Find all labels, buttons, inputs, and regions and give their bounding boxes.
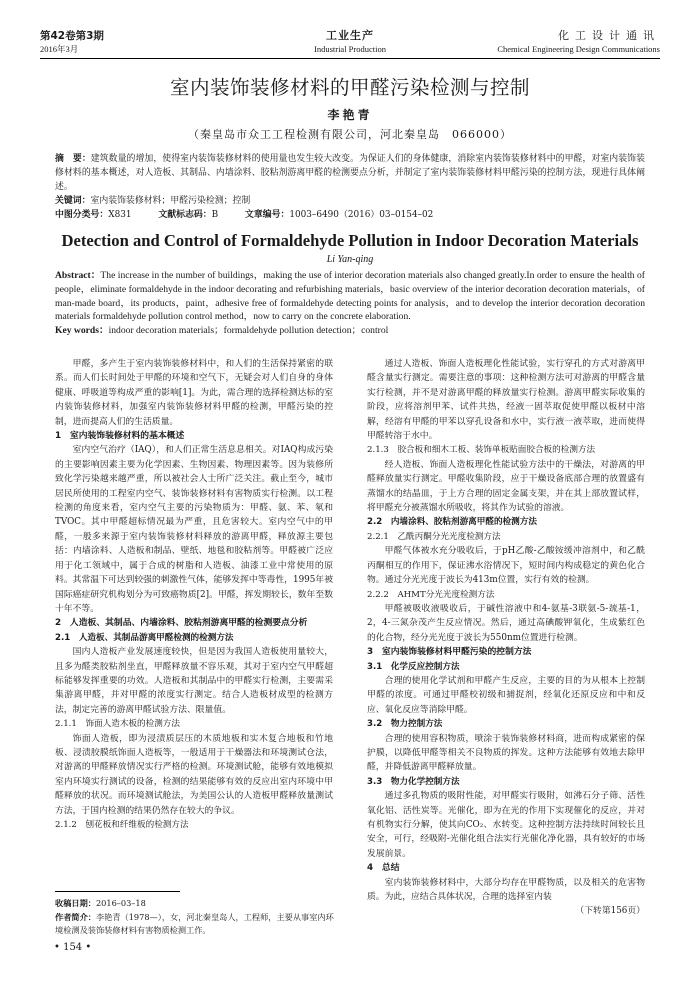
subsection-heading: 2.2 内墙涂料、胶粘剂游离甲醛的检测方法 [367,517,537,528]
body-paragraph: 饰面人造板，即为浸渍质层压的木质地板和实木复合地板和竹地板、浸渍胶膜纸饰面人造板等，一般适用于干燥器法和环境测试仓法，对游离的甲醛释放情况实行严格的检测。环境测试舱，能够有效地模拟室内环境实行测试的设备，检测的结果能够有效的反应出室内环境中甲醛释放的状况。而环境测试舱法，为美国公认的人造板甲醛释放量测试方法，于国内检测的结果仍然存在较大的争议。 [55,733,333,816]
section-heading: 4 总结 [367,863,400,874]
abstract-en-text: The increase in the number of buildings，making the use of interior decoration materials also changed greatly.In order to ensure the health of people，eliminate formaldehyde in the indoor decorating and refurbishing materials，basic overview of the interior decoration decoration materials，of man-made board，its products，paint，adhesive free of formaldehyde detecting points for analysis，and to develop the interior decoration decoration materials formaldehyde pollution control method，now to carry on the concrete elaboration. [55,270,646,323]
subsubsection-heading: 2.1.1 饰面人造木板的检测方法 [55,719,180,730]
abstract-cn-body [55,152,645,194]
header-section-en: Industrial Production [313,44,386,54]
abstract-cn-text: 建筑数量的增加，使得室内装饰装修材料的使用量也发生较大改变。为保证人们的身体健康，消除室内装饰装修材料中的甲醛，对室内装饰装修材料的基本概述，对人造板、其制品、内墙涂料、胶粘剂游离甲醛的检测要点分析，并制定了室内装饰装修材料甲醛污染的控制方法，现进行具体阐述。 [55,154,645,192]
received-date [55,897,335,911]
header-section-cn: 工业生产 [326,29,374,42]
running-header [40,30,660,58]
body-paragraph: 合理的使用化学试剂和甲醛产生反应，主要的目的为从根本上控制甲醛的浓度。可通过甲醛校初级和捕捉剂，经氧化还原反应和中和反应、氧化反应等消除甲醛。 [367,675,645,715]
keywords-en [55,324,645,338]
author-name-cn: 李艳青 [327,108,373,122]
header-journal-en: Chemical Engineering Design Communications [497,44,660,54]
abstract-en [55,269,645,338]
affiliation-cn: （秦皇岛市众工工程检测有限公司，河北秦皇岛 066000） [188,128,512,141]
header-volume: 第42卷第3期 [40,30,104,42]
section-heading: 3 室内装饰装修材料甲醛污染的控制方法 [367,647,532,658]
subsubsection-heading: 2.2.1 乙酰丙酮分光光度检测方法 [367,531,501,542]
page-number: • 154 • [54,942,92,953]
body-paragraph: 经人造板、饰面人造板理化性能试验方法中的干燥法，对游离的甲醛释放量实行测定。甲醛收集阶段，应于干燥设备底部合理的放置盛有蒸馏水的结晶皿，于上方合理的固定金属支架，并在其上部放置试样，将甲醛充分被蒸馏水所吸收，将其作为试验的溶液。 [367,459,645,514]
body-paragraph: 通过人造板、饰面人造板理化性能试验，实行穿孔的方式对游离甲醛含量实行测定。需要注意的事项：这种检测方法可对游离的甲醛含量实行检测，并不是对游离甲醛的释放量实行检测。游离甲醛实际收集的阶段，应将溶剂甲苯、试件共热，经液一固萃取促使甲醛以板材中溶解，经溶有甲醛的甲苯以穿孔设备和水中，实行液一液萃取，进而使得甲醛转溶于水中。 [367,359,645,442]
subsection-heading: 3.1 化学反应控制方法 [367,661,460,672]
keywords-en-label: Key words： [55,325,109,337]
footnote [55,897,335,938]
received-label: 收稿日期： [55,898,96,908]
continued-note: （下转第156页） [575,906,645,917]
clc-value: X831 [108,210,132,220]
doc-code-field [158,210,218,220]
subsubsection-heading: 2.1.3 胶合板和细木工板、装饰单板贴面胶合板的检测方法 [367,445,596,456]
body-paragraph: 合理的使用容积物质，喷涂于装饰装修材料商，进而构成紧密的保护膜，以降低甲醛等相关不良物质的挥发。这种方法能够有效地去除甲醛，并降低游离甲醛释放量。 [367,733,645,773]
section-heading: 1 室内装饰装修材料的基本概述 [55,431,185,442]
body-column-left [55,357,333,832]
abstract-cn-label: 摘 要： [55,154,91,164]
header-date: 2016年3月 [40,44,79,54]
author-bio-text: 李艳青（1978—），女，河北秦皇岛人，工程师，主要从事室内环境检测及装饰装修材料有害物质检测工作。 [55,911,334,935]
received-value: 2016–03–18 [95,898,146,908]
article-title-en: Detection and Control of Formaldehyde Pollution in Indoor Decoration Materials [61,231,639,250]
body-paragraph: 通过多孔物质的吸附性能，对甲醛实行吸附，如沸石分子筛、活性氧化铝、活性炭等。光催化，即为在光的作用下实现催化的反应，并对有机物实行分解，使其向CO₂、水转变。这种控制方法持续时间较长且安全，可行，经吸附-光催化组合法实行光催化净化器，具有较好的市场发展前景。 [367,791,645,859]
keywords-cn-text: 室内装饰装修材料；甲醛污染检测；控制 [90,196,251,206]
subsubsection-heading: 2.1.2 刨花板和纤维板的检测方法 [55,820,189,830]
body-column-right [367,357,645,919]
subsection-heading: 2.1 人造板、其制品游离甲醛检测的检测方法 [55,632,234,643]
doc-code-label: 文献标志码： [158,210,212,220]
header-right [497,30,660,56]
clc-label: 中图分类号： [55,210,109,220]
header-journal-cn: 化工设计通讯 [558,29,660,42]
clc-field [55,210,132,220]
abstract-en-label: Abstract： [55,270,101,281]
article-no-field [245,210,433,220]
article-no-label: 文章编号： [244,210,290,220]
body-paragraph: 甲醛被吸收液吸收后，于碱性溶液中和4-氨基-3联氨-5-巯基-1，2，4-三氮杂茂产生反应情况。然后，通过高碘酸钾氧化，生成紫红色的化合物，经分光光度于波长为550nm位置进行检测。 [367,603,645,643]
classification-line [55,208,645,222]
body-paragraph: 室内装饰装修材料中，大部分均存在甲醛物质，以及相关的危害物质。为此，应结合具体状况，合理的选择室内装 [367,877,645,903]
keywords-cn [55,194,645,208]
author-name-en: Li Yan-qing [326,254,374,265]
author-bio-label: 作者简介： [55,911,96,922]
intro-paragraph: 甲醛，多产生于室内装饰装修材料中，和人们的生活保持紧密的联系。而人们长时间处于甲醛的环境和空气下，无疑会对人们自身的身体健康、呼吸道等构成严重的影响[1]。为此，需合理的选择检测达标的室内装饰装修材料，加强室内装饰装修材料甲醛的检测，甲醛污染的控制，进而提高人们的生活质量。 [55,359,333,427]
section-heading: 2 人造板、其制品、内墙涂料、胶粘剂游离甲醛的检测要点分析 [55,618,308,629]
body-paragraph: 甲醛气体被水充分吸收后，于pH乙酸-乙酸铵缓冲溶剂中，和乙酰丙酮相互的作用下，保证沸水浴情况下，短时间内构成稳定的黄色化合物。通过分光光度于波长为413m位置，实行有效的检测。 [367,546,645,586]
subsection-heading: 3.3 物力化学控制方法 [367,776,460,787]
abstract-en-body [55,269,645,324]
body-paragraph: 国内人造板产业发展速度较快，但是因为我国人造板使用量较大，且多为醛类胶粘剂坐直，甲醛释放量不容乐观，其对于室内空气甲醛超标能够发挥重要的功效。人造板和其制品中的甲醛实行检测，主要需采集游离甲醛，并对甲醛的浓度实行测定。结合人造板材成型的检测方法，制定完善的游离甲醛试验方法、限量值。 [55,647,333,715]
body-paragraph: 室内空气治疗（IAQ），和人们正常生活息息相关。对IAQ构成污染的主要影响因素主要为化学因素、生物因素、物理因素等。因为装修所致化学污染越来越严重，所以被社会人士所广泛关注。截止至今，城市居民所使用的工程室内空气、装饰装修材料有害物质实行检测。以工程检测的角度来看，室内空气主要的污染物质为：甲醛、氨、苯、氡和TVOC。其中甲醛超标情况最为严重，且危害较大。室内空气中的甲醛，一般多来源于室内装饰装修材料释放的游离甲醛，释放源主要包括：内墙涂料、人造板和制品、壁纸、地毯和胶粘剂等。甲醛被广泛应用于化工领域中，属于合成的树脂和人造板、油漆工业中常使用的原料。其常温下可达到较强的刺激性气体，能够发挥中等毒性，1995年被国际癌症研究机构划分为可致癌物质[2]。甲醛，挥发期较长，数年至数十年不等。 [55,445,333,614]
subsection-heading: 3.2 物力控制方法 [367,719,443,730]
article-no-value: 1003–6490（2016）03–0154–02 [289,210,434,220]
subsubsection-heading: 2.2.2 AHMT分光光度检测方法 [367,589,495,600]
author-bio [55,911,335,938]
keywords-cn-label: 关键词： [55,196,91,206]
footnote-divider [55,891,180,892]
article-title-cn: 室内装饰装修材料的甲醛污染检测与控制 [169,76,530,99]
keywords-en-text: indoor decoration materials；formaldehyde pollution detection；control [108,325,389,337]
header-divider [40,58,660,59]
doc-code-value: B [211,210,219,220]
abstract-cn [55,152,645,222]
